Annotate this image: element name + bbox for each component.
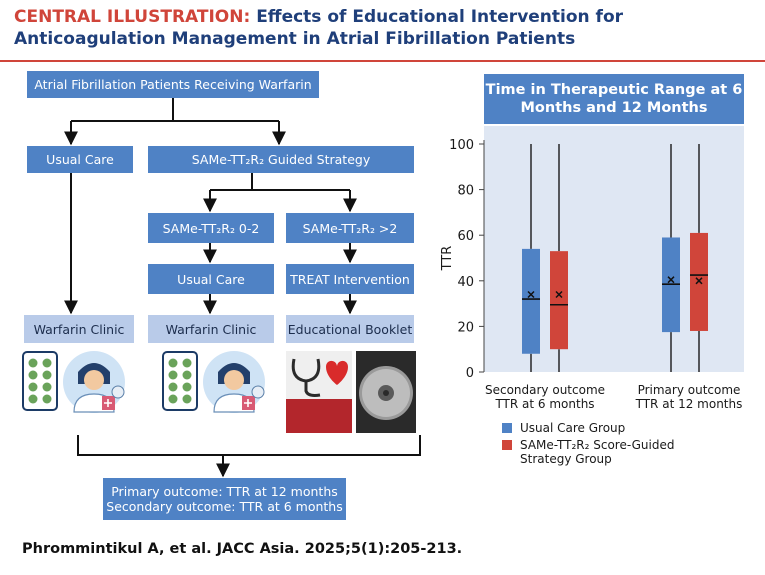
x-category-line: Secondary outcome xyxy=(484,383,606,397)
legend-label-guided xyxy=(520,438,674,466)
title-lead: CENTRAL ILLUSTRATION: xyxy=(14,7,251,27)
box-iqr xyxy=(550,251,568,349)
x-category-label-0 xyxy=(478,383,612,411)
y-tick-label: 40 xyxy=(457,274,474,290)
y-tick-label: 20 xyxy=(457,320,474,336)
box-usual-care-left: Usual Care xyxy=(27,146,133,173)
legend-label-line: SAMe-TT₂R₂ Score-Guided xyxy=(520,438,675,452)
box-iqr xyxy=(690,233,708,331)
y-axis-label: TTR xyxy=(440,245,455,271)
x-category-label-1 xyxy=(622,383,756,411)
y-tick-label: 60 xyxy=(457,229,474,245)
x-category-line: Primary outcome xyxy=(637,383,741,397)
box-warfarin-clinic-left: Warfarin Clinic xyxy=(24,315,134,343)
legend-item-guided xyxy=(502,438,674,466)
x-category-line: TTR at 12 months xyxy=(635,397,743,411)
legend-swatch-guided xyxy=(502,440,512,450)
y-tick-label: 80 xyxy=(457,183,474,199)
box-af-patients: Atrial Fibrillation Patients Receiving Warfarin xyxy=(27,71,319,98)
citation: Phrommintikul A, et al. JACC Asia. 2025;5(1):205-213. xyxy=(22,541,463,557)
box-treat-intervention: TREAT Intervention xyxy=(286,264,414,294)
outcome-primary: Primary outcome: TTR at 12 months xyxy=(111,484,338,499)
legend-label-line: Strategy Group xyxy=(520,452,612,466)
box-score-low: SAMe-TT₂R₂ 0-2 xyxy=(148,213,274,243)
x-category-line: TTR at 6 months xyxy=(495,397,595,411)
box-score-high: SAMe-TT₂R₂ >2 xyxy=(286,213,414,243)
legend-swatch-usual xyxy=(502,423,512,433)
box-iqr xyxy=(522,249,540,354)
y-tick-label: 0 xyxy=(465,366,474,381)
outcome-secondary: Secondary outcome: TTR at 6 months xyxy=(106,499,343,514)
legend-label-usual: Usual Care Group xyxy=(520,421,626,435)
legend-item-usual xyxy=(502,421,625,435)
box-educational-booklet: Educational Booklet xyxy=(286,315,414,343)
box-guided-strategy: SAMe-TT₂R₂ Guided Strategy xyxy=(148,146,414,173)
y-tick-label: 100 xyxy=(449,138,474,153)
chart-title: Time in Therapeutic Range at 6 Months and 12 Months xyxy=(484,74,744,124)
title-text: Effects of Educational Intervention for Anticoagulation Management in Atrial Fibrillation Patients xyxy=(14,7,624,49)
box-warfarin-clinic-mid: Warfarin Clinic xyxy=(148,315,274,343)
box-usual-care-mid: Usual Care xyxy=(148,264,274,294)
